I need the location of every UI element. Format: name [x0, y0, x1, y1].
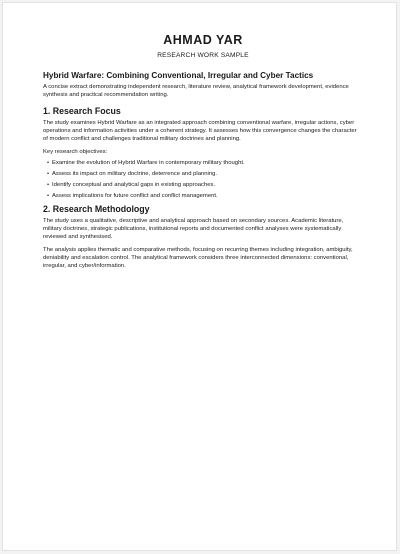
author-name: AHMAD YAR [163, 33, 243, 47]
bullet-icon: • [47, 182, 50, 189]
list-item [47, 170, 363, 178]
list-item [47, 159, 363, 167]
bullet-icon: • [47, 170, 50, 177]
bullet-icon: • [47, 193, 50, 200]
objective-text: Assess implications for future conflict and conflict management. [52, 193, 218, 200]
objective-text: Examine the evolution of Hybrid Warfare in contemporary military thought. [52, 159, 245, 166]
page-content [43, 33, 363, 270]
list-item [47, 181, 363, 189]
research-focus-paragraph: The study examines Hybrid Warfare as an integrated approach combining conventional warfare, irregular actions, cyber operations and information activities under a coherent strategy. It assesses how this convergence changes the character of modern conflict and challenges traditional military doctrines and planning. [43, 120, 357, 143]
objective-text: Identify conceptual and analytical gaps in existing approaches. [52, 182, 216, 189]
document-page [2, 2, 397, 551]
objectives-list [43, 159, 363, 201]
methodology-paragraph-2: The analysis applies thematic and comparative methods, focusing on recurring themes including integration, ambiguity, deniability and escalation control. The analytical framework considers three interconnected dimensions: conventional, irregular, and cyber/information. [43, 246, 353, 270]
methodology-paragraph-1: The study uses a qualitative, descriptive and analytical approach based on secondary sources. Academic literature, military doctrines, strategic publications, institutional reports and documented conflict analyses were systematically reviewed and synthesised. [43, 217, 344, 240]
section-heading-research-focus: 1. Research Focus [43, 106, 121, 117]
document-title: Hybrid Warfare: Combining Conventional, Irregular and Cyber Tactics [43, 71, 314, 80]
section-heading-research-methodology: 2. Research Methodology [43, 203, 150, 214]
intro-paragraph: A concise extract demonstrating independent research, literature review, analytical framework development, evidence synthesis and practical recommendation writing. [43, 84, 349, 99]
list-item [47, 192, 363, 200]
objective-text: Assess its impact on military doctrine, deterrence and planning. [52, 170, 218, 177]
objectives-label: Key research objectives: [43, 149, 108, 156]
document-subtitle: RESEARCH WORK SAMPLE [157, 52, 249, 59]
bullet-icon: • [47, 159, 50, 166]
